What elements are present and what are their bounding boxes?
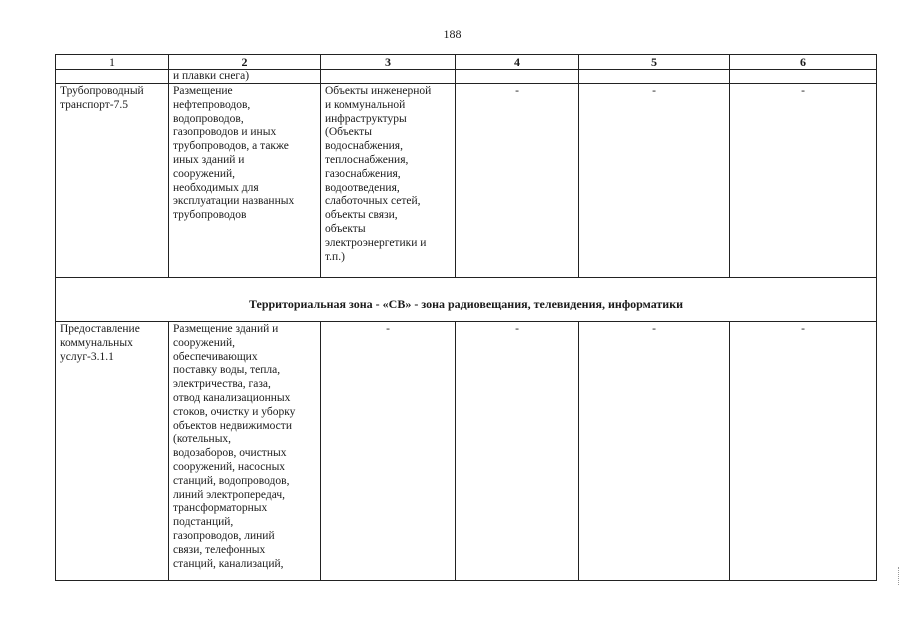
table-row [56, 322, 877, 581]
table-cell: и плавки снега) [169, 70, 321, 84]
table-row-continuation [56, 70, 877, 84]
scan-margin-mark [898, 567, 903, 585]
table-cell: - [456, 322, 579, 581]
column-header-4: 4 [456, 55, 579, 70]
column-header-1: 1 [56, 55, 169, 70]
land-use-description-cell: Размещение зданий и сооружений, обеспечивающих поставку воды, тепла, электричества, газа, отвод канализационных стоков, очистку и уборку объектов недвижимости (котельных, водозаборов, очистных сооружений, насосных станций, водопроводов, линий электропередач, трансформаторных подстанций, газопроводов, линий связи, телефонных станций, канализаций, [169, 322, 321, 581]
zone-heading-row [56, 278, 877, 322]
land-use-description-cell: Размещение нефтепроводов, водопроводов, газопроводов и иных трубопроводов, а также иных зданий и сооружений, необходимых для эксплуатации названных трубопроводов [169, 84, 321, 278]
table-cell [321, 70, 456, 84]
table-cell: - [456, 84, 579, 278]
land-use-type-cell: Трубопроводный транспорт-7.5 [56, 84, 169, 278]
table-row [56, 84, 877, 278]
column-header-6: 6 [730, 55, 877, 70]
column-header-3: 3 [321, 55, 456, 70]
regulations-table [55, 54, 877, 581]
capital-objects-cell: Объекты инженерной и коммунальной инфраструктуры (Объекты водоснабжения, теплоснабжения, газоснабжения, водоотведения, слаботочных сетей, объекты связи, объекты электроэнергетики и т.п.) [321, 84, 456, 278]
table-cell: - [730, 322, 877, 581]
column-header-2: 2 [169, 55, 321, 70]
table-cell [56, 70, 169, 84]
table-header-row [56, 55, 877, 70]
table-cell: - [579, 84, 730, 278]
land-use-type-cell: Предоставление коммунальных услуг-3.1.1 [56, 322, 169, 581]
table-cell [730, 70, 877, 84]
table-cell: - [321, 322, 456, 581]
table-cell: - [730, 84, 877, 278]
table-cell: - [579, 322, 730, 581]
zone-heading: Территориальная зона - «СВ» - зона радиовещания, телевидения, информатики [56, 278, 877, 322]
table-cell [579, 70, 730, 84]
column-header-5: 5 [579, 55, 730, 70]
page-number: 188 [443, 27, 462, 41]
table-cell [456, 70, 579, 84]
